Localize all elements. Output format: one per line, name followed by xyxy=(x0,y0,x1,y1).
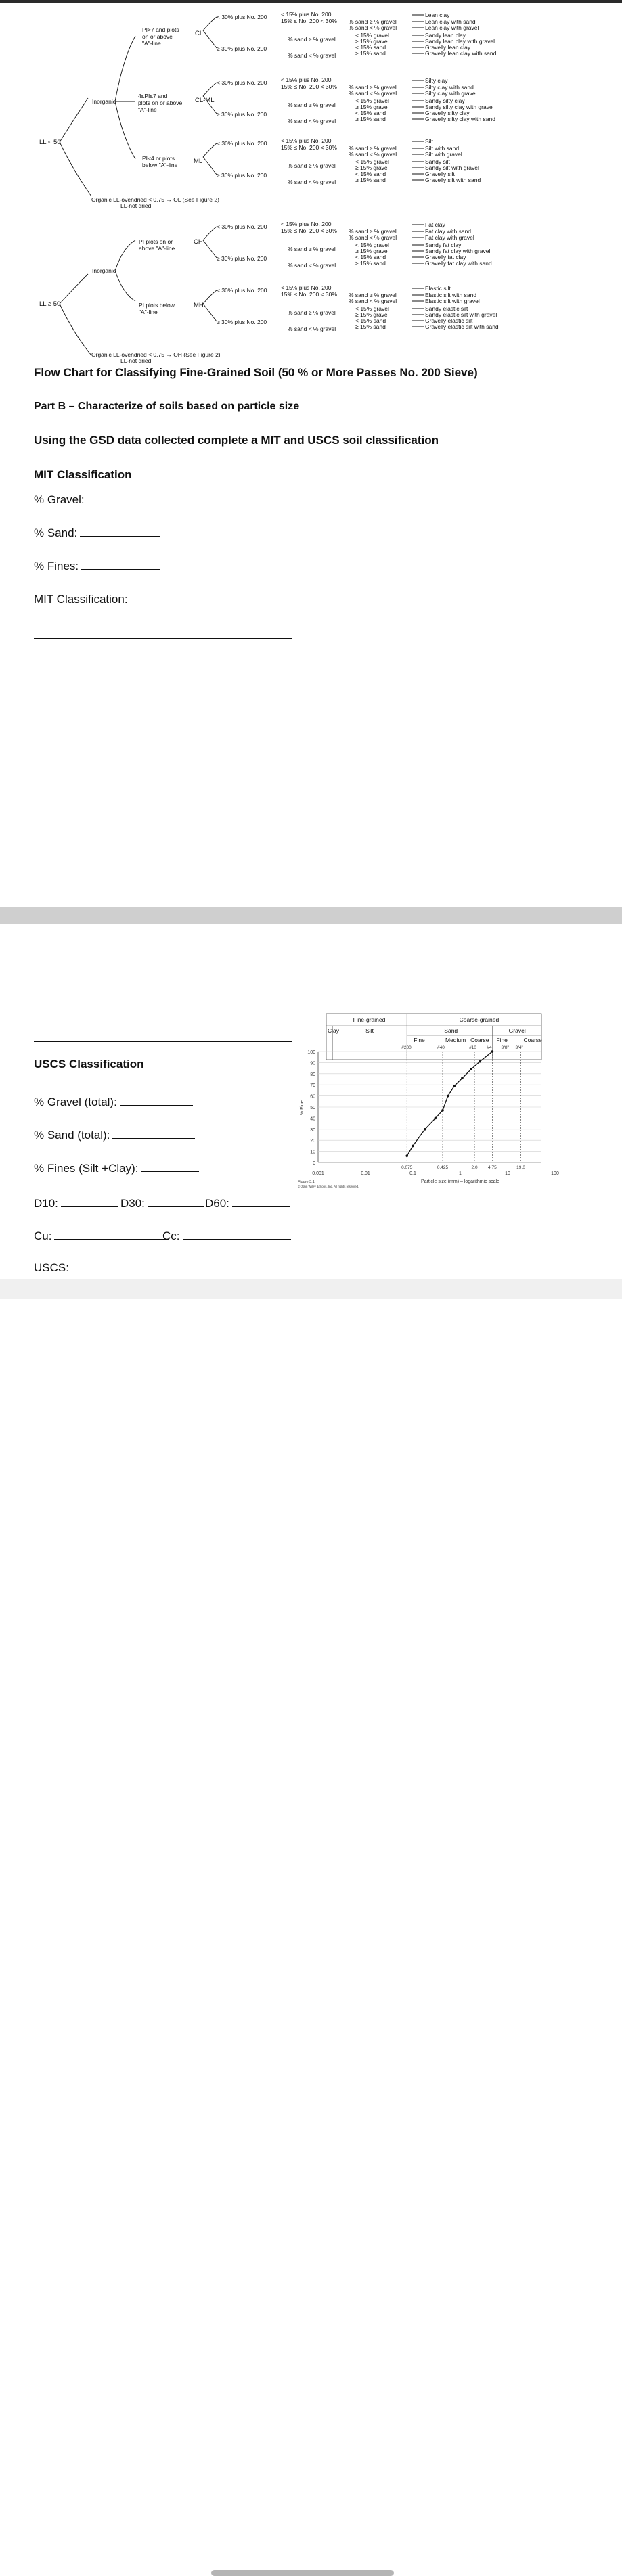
gsd-point-1 xyxy=(412,1145,414,1148)
y-tick-60: 60 xyxy=(310,1094,315,1100)
bottom-bar xyxy=(0,1279,622,1299)
cond-ch-1: PI plots on or xyxy=(139,238,173,245)
cc-blank[interactable] xyxy=(183,1238,291,1240)
group-ch: CH xyxy=(194,238,203,246)
x-tick-1: 0.01 xyxy=(361,1171,370,1176)
ge15sand-mh: ≥ 15% sand xyxy=(355,323,386,330)
gravel-coarse: Coarse xyxy=(523,1037,542,1043)
d10-label: D10: xyxy=(34,1197,58,1210)
ge15sand-ch: ≥ 15% sand xyxy=(355,260,386,267)
sand-ge-gravel-ml: % sand ≥ % gravel xyxy=(288,162,336,169)
cond-clml-2: plots on or above xyxy=(138,99,183,106)
d30-blank[interactable] xyxy=(148,1206,204,1207)
gsd-point-8 xyxy=(470,1068,472,1070)
d30-label: D30: xyxy=(120,1197,145,1210)
sand-lt-gravel-b-ml: % sand < % gravel xyxy=(349,151,397,158)
y-tick-100: 100 xyxy=(307,1050,315,1055)
cond-clml-3: "A"-line xyxy=(138,106,157,113)
x-tick-3: 1 xyxy=(459,1171,462,1176)
class-name-ml-6: Gravelly silt with sand xyxy=(425,177,481,183)
mid15-cl: 15% ≤ No. 200 < 30% xyxy=(281,18,337,24)
d60-label: D60: xyxy=(205,1197,229,1210)
class-name-ml-3: Sandy silt xyxy=(425,158,450,165)
cond-ml-1: PI<4 or plots xyxy=(142,155,175,162)
fine-grained-flowchart xyxy=(0,3,622,362)
organic-high-sub: LL-not dried xyxy=(120,357,152,364)
cond-cl-1: PI>7 and plots xyxy=(142,26,179,33)
instruction-text: Using the GSD data collected complete a MIT and USCS soil classification xyxy=(34,434,439,447)
mid15-ch: 15% ≤ No. 200 < 30% xyxy=(281,227,337,234)
x-tick-0: 0.001 xyxy=(312,1171,324,1176)
figure-note: Figure 3.1 xyxy=(298,1180,315,1184)
uscs-gravel-label: % Gravel (total): xyxy=(34,1095,117,1108)
class-name-clml-4: Sandy silty clay with gravel xyxy=(425,104,494,110)
mit-fines-row xyxy=(34,560,160,573)
sand-ge-gravel-cl: % sand ≥ % gravel xyxy=(288,36,336,43)
sand-ge-gravel-b-cl: % sand ≥ % gravel xyxy=(349,18,397,25)
sand-ge-gravel-b-ml: % sand ≥ % gravel xyxy=(349,145,397,152)
ll-high-branch xyxy=(60,274,91,355)
sieve-label-3: #4 xyxy=(487,1045,492,1050)
group-cl: CL xyxy=(195,30,204,37)
x-tick-4: 10 xyxy=(505,1171,510,1176)
mit-class-label: MIT Classification: xyxy=(34,593,128,606)
cond-mh-2: "A"-line xyxy=(139,309,158,315)
sieve-label-1: #40 xyxy=(437,1045,445,1050)
horizontal-scrollbar[interactable] xyxy=(211,2570,394,2576)
y-tick-30: 30 xyxy=(310,1127,315,1133)
class-name-cl-2: Lean clay with gravel xyxy=(425,24,479,31)
class-name-cl-4: Sandy lean clay with gravel xyxy=(425,38,495,45)
lt15sand-ch: < 15% sand xyxy=(355,254,386,261)
y-tick-20: 20 xyxy=(310,1139,315,1144)
lt15sand-cl: < 15% sand xyxy=(355,44,386,51)
mit-gravel-label: % Gravel: xyxy=(34,493,85,506)
uscs-fines-blank[interactable] xyxy=(141,1171,199,1172)
class-name-ch-5: Gravelly fat clay xyxy=(425,254,466,261)
class-name-mh-3: Sandy elastic silt xyxy=(425,305,468,312)
mid15-clml: 15% ≤ No. 200 < 30% xyxy=(281,83,337,90)
sand-lt-gravel-clml: % sand < % gravel xyxy=(288,118,336,125)
organic-low: Organic LL-ovendried < 0.75 → OL (See Figure 2) xyxy=(91,196,219,203)
ge30-ch: ≥ 30% plus No. 200 xyxy=(217,255,267,262)
document-page-2 xyxy=(0,924,622,1279)
gsd-point-5 xyxy=(447,1095,449,1098)
cu-row xyxy=(34,1229,169,1243)
class-name-clml-2: Silty clay with gravel xyxy=(425,90,477,97)
gsd-point-4 xyxy=(441,1109,444,1112)
sand-lt-gravel-b-cl: % sand < % gravel xyxy=(349,24,397,31)
group-clml: CL-ML xyxy=(195,97,215,104)
group-mh: MH xyxy=(194,302,204,309)
sand-coarse: Coarse xyxy=(470,1037,489,1043)
sand-lt-gravel-b-ch: % sand < % gravel xyxy=(349,234,397,241)
uscs-label: USCS: xyxy=(34,1261,69,1274)
ge15sand-clml: ≥ 15% sand xyxy=(355,116,386,122)
sand-lt-gravel-b-clml: % sand < % gravel xyxy=(349,90,397,97)
lt15sand-mh: < 15% sand xyxy=(355,317,386,324)
sand-ge-gravel-b-mh: % sand ≥ % gravel xyxy=(349,292,397,298)
uscs-fines-label: % Fines (Silt +Clay): xyxy=(34,1162,139,1175)
x-tick-2: 0.1 xyxy=(409,1171,416,1176)
gsd-point-7 xyxy=(461,1077,464,1080)
gsd-point-0 xyxy=(405,1154,408,1157)
cond-ml-2: below "A"-line xyxy=(142,162,178,168)
col-silt: Silt xyxy=(365,1027,374,1034)
lt15-ml: < 15% plus No. 200 xyxy=(281,137,332,144)
uscs-blank[interactable] xyxy=(72,1270,115,1271)
class-name-mh-4: Sandy elastic silt with gravel xyxy=(425,311,497,318)
lt15-ch: < 15% plus No. 200 xyxy=(281,221,332,227)
col-sand: Sand xyxy=(444,1027,458,1034)
uscs-row xyxy=(34,1261,115,1275)
sand-lt-gravel-ch: % sand < % gravel xyxy=(288,262,336,269)
sand-lt-gravel-b-mh: % sand < % gravel xyxy=(349,298,397,304)
uscs-gravel-row xyxy=(34,1095,193,1109)
y-axis-label: % Finer xyxy=(300,1098,305,1116)
d60-row xyxy=(205,1197,290,1211)
y-tick-10: 10 xyxy=(310,1150,315,1155)
sieve-label-5: 3/4" xyxy=(515,1045,523,1050)
sand-ge-gravel-b-ch: % sand ≥ % gravel xyxy=(349,228,397,235)
x-boundary-tick-4: 19.0 xyxy=(516,1165,525,1170)
class-name-mh-6: Gravelly elastic silt with sand xyxy=(425,323,499,330)
uscs-heading: USCS Classification xyxy=(34,1058,144,1070)
figure-caption: Flow Chart for Classifying Fine-Grained Soil (50 % or More Passes No. 200 Sieve) xyxy=(34,366,478,379)
x-axis-label: Particle size (mm) – logarithmic scale xyxy=(421,1179,499,1184)
mit-heading: MIT Classification xyxy=(34,468,132,481)
class-name-ch-0: Fat clay xyxy=(425,221,445,228)
uscs-sand-label: % Sand (total): xyxy=(34,1129,110,1142)
gravel-fine: Fine xyxy=(496,1037,508,1043)
figure-copyright: © John Wiley & Sons, Inc. All rights reserved. xyxy=(298,1185,359,1188)
class-name-mh-2: Elastic silt with gravel xyxy=(425,298,480,304)
uscs-sand-row xyxy=(34,1129,195,1142)
branch-ml-plus200 xyxy=(203,143,217,175)
lt15-clml: < 15% plus No. 200 xyxy=(281,76,332,83)
y-tick-50: 50 xyxy=(310,1106,315,1110)
cond-cl-3: "A"-line xyxy=(142,40,161,47)
class-name-ch-3: Sandy fat clay xyxy=(425,242,462,248)
cu-label: Cu: xyxy=(34,1229,52,1242)
x-tick-5: 100 xyxy=(551,1171,559,1176)
mit-gravel-row xyxy=(34,493,158,507)
y-tick-70: 70 xyxy=(310,1083,315,1089)
class-name-ml-4: Sandy silt with gravel xyxy=(425,164,479,171)
lt30-mh: < 30% plus No. 200 xyxy=(217,287,267,294)
gsd-point-2 xyxy=(424,1128,426,1131)
organic-low-sub: LL-not dried xyxy=(120,202,152,209)
sand-ge-gravel-mh: % sand ≥ % gravel xyxy=(288,309,336,316)
sand-fine: Fine xyxy=(414,1037,425,1043)
gsd-point-9 xyxy=(479,1060,481,1063)
x-boundary-tick-2: 2.0 xyxy=(471,1165,478,1170)
ll-low-label: LL < 50 xyxy=(39,139,61,146)
inorganic-low-branch xyxy=(115,36,135,159)
inorganic-high-label: Inorganic xyxy=(92,267,116,274)
class-name-cl-6: Gravelly lean clay with sand xyxy=(425,50,497,57)
sand-lt-gravel-mh: % sand < % gravel xyxy=(288,325,336,332)
organic-high: Organic LL-ovendried < 0.75 → OH (See Figure 2) xyxy=(91,351,221,358)
y-tick-40: 40 xyxy=(310,1116,315,1122)
class-name-cl-5: Gravelly lean clay xyxy=(425,44,471,51)
y-tick-90: 90 xyxy=(310,1061,315,1066)
ge15sand-ml: ≥ 15% sand xyxy=(355,177,386,183)
x-boundary-tick-0: 0.075 xyxy=(401,1165,413,1170)
lt15-cl: < 15% plus No. 200 xyxy=(281,11,332,18)
class-name-clml-3: Sandy silty clay xyxy=(425,97,465,104)
lt30-ch: < 30% plus No. 200 xyxy=(217,223,267,230)
class-name-ml-0: Silt xyxy=(425,138,433,145)
gsd-point-3 xyxy=(435,1117,437,1120)
branch-ch-plus200 xyxy=(203,227,217,258)
ll-low-branch xyxy=(60,98,91,196)
lt15sand-ml: < 15% sand xyxy=(355,171,386,177)
branch-cl-plus200 xyxy=(203,17,217,48)
flowchart-blocks xyxy=(203,11,499,332)
ge30-cl: ≥ 30% plus No. 200 xyxy=(217,45,267,52)
mit-sand-blank[interactable] xyxy=(80,535,160,537)
sieve-label-2: #10 xyxy=(469,1045,476,1050)
y-tick-0: 0 xyxy=(313,1161,315,1166)
mid15-mh: 15% ≤ No. 200 < 30% xyxy=(281,291,337,298)
uscs-gravel-blank[interactable] xyxy=(120,1104,193,1106)
lt15-mh: < 15% plus No. 200 xyxy=(281,284,332,291)
class-name-cl-1: Lean clay with sand xyxy=(425,18,476,25)
class-name-cl-3: Sandy lean clay xyxy=(425,32,466,39)
class-name-ch-1: Fat clay with sand xyxy=(425,228,472,235)
group-ml: ML xyxy=(194,158,203,165)
col-clay: Clay xyxy=(328,1027,340,1034)
ge15gravel-mh: ≥ 15% gravel xyxy=(355,311,389,318)
grain-size-distribution-chart xyxy=(298,1014,559,1190)
sand-lt-gravel-ml: % sand < % gravel xyxy=(288,179,336,185)
ge15gravel-ml: ≥ 15% gravel xyxy=(355,164,389,171)
x-boundary-tick-1: 0.425 xyxy=(437,1165,449,1170)
lt15gravel-mh: < 15% gravel xyxy=(355,305,389,312)
class-name-mh-5: Gravelly elastic silt xyxy=(425,317,473,324)
cond-mh-1: PI plots below xyxy=(139,302,175,309)
sand-ge-gravel-ch: % sand ≥ % gravel xyxy=(288,246,336,252)
mit-class-blank-continued[interactable] xyxy=(34,1041,292,1042)
lt15gravel-clml: < 15% gravel xyxy=(355,97,389,104)
gsd-point-6 xyxy=(453,1085,456,1087)
lt15gravel-ml: < 15% gravel xyxy=(355,158,389,165)
inorganic-high-branch xyxy=(115,240,135,301)
inorganic-low-label: Inorganic xyxy=(92,98,116,105)
ge15gravel-clml: ≥ 15% gravel xyxy=(355,104,389,110)
ge30-mh: ≥ 30% plus No. 200 xyxy=(217,319,267,325)
d60-blank[interactable] xyxy=(232,1206,290,1207)
page-gap xyxy=(0,907,622,924)
branch-mh-plus200 xyxy=(203,290,217,321)
ge30-ml: ≥ 30% plus No. 200 xyxy=(217,172,267,179)
ge15sand-cl: ≥ 15% sand xyxy=(355,50,386,57)
class-name-clml-0: Silty clay xyxy=(425,77,448,84)
mit-class-blank[interactable] xyxy=(34,638,292,639)
gsd-chart-layer xyxy=(298,1014,559,1188)
lt30-clml: < 30% plus No. 200 xyxy=(217,79,267,86)
cc-row xyxy=(162,1229,291,1243)
uscs-sand-blank[interactable] xyxy=(112,1137,195,1139)
cond-clml-1: 4≤PI≤7 and xyxy=(138,93,168,99)
ge15gravel-ch: ≥ 15% gravel xyxy=(355,248,389,254)
ge15gravel-cl: ≥ 15% gravel xyxy=(355,38,389,45)
sand-ge-gravel-b-clml: % sand ≥ % gravel xyxy=(349,84,397,91)
class-name-clml-5: Gravelly silty clay xyxy=(425,110,470,116)
class-name-ch-6: Gravelly fat clay with sand xyxy=(425,260,492,267)
mit-fines-blank[interactable] xyxy=(81,568,160,570)
lt15gravel-ch: < 15% gravel xyxy=(355,242,389,248)
class-name-ml-2: Silt with gravel xyxy=(425,151,462,158)
class-name-cl-0: Lean clay xyxy=(425,12,450,18)
uscs-fines-row xyxy=(34,1162,199,1175)
mit-sand-row xyxy=(34,526,160,540)
sieve-label-0: #200 xyxy=(401,1045,412,1050)
gsd-point-10 xyxy=(491,1050,494,1053)
cc-label: Cc: xyxy=(162,1229,180,1242)
cu-blank[interactable] xyxy=(54,1238,169,1240)
x-boundary-tick-3: 4.75 xyxy=(488,1165,497,1170)
sand-ge-gravel-clml: % sand ≥ % gravel xyxy=(288,101,336,108)
header-coarse-grained: Coarse-grained xyxy=(459,1016,499,1023)
class-name-ch-4: Sandy fat clay with gravel xyxy=(425,248,491,254)
class-name-clml-6: Gravelly silty clay with sand xyxy=(425,116,495,122)
part-b-heading: Part B – Characterize of soils based on particle size xyxy=(34,401,300,412)
d30-row xyxy=(120,1197,204,1211)
cond-cl-2: on or above xyxy=(142,33,173,40)
d10-blank[interactable] xyxy=(61,1206,118,1207)
mit-fines-label: % Fines: xyxy=(34,560,79,572)
lt15gravel-cl: < 15% gravel xyxy=(355,32,389,39)
ge30-clml: ≥ 30% plus No. 200 xyxy=(217,111,267,118)
d10-row xyxy=(34,1197,118,1211)
header-fine-grained: Fine-grained xyxy=(353,1016,386,1023)
lt15sand-clml: < 15% sand xyxy=(355,110,386,116)
sieve-label-4: 3/8" xyxy=(501,1045,509,1050)
y-tick-80: 80 xyxy=(310,1072,315,1077)
lt30-ml: < 30% plus No. 200 xyxy=(217,140,267,147)
class-name-ml-1: Silt with sand xyxy=(425,145,460,152)
ll-high-label: LL ≥ 50 xyxy=(39,300,61,308)
class-name-ch-2: Fat clay with gravel xyxy=(425,234,474,241)
class-name-clml-1: Silty clay with sand xyxy=(425,84,474,91)
mid15-ml: 15% ≤ No. 200 < 30% xyxy=(281,144,337,151)
class-name-mh-0: Elastic silt xyxy=(425,285,451,292)
cond-ch-2: above "A"-line xyxy=(139,245,175,252)
class-name-ml-5: Gravelly silt xyxy=(425,171,455,177)
class-name-mh-1: Elastic silt with sand xyxy=(425,292,477,298)
sand-lt-gravel-cl: % sand < % gravel xyxy=(288,52,336,59)
mit-sand-label: % Sand: xyxy=(34,526,78,539)
mit-gravel-blank[interactable] xyxy=(87,502,158,503)
document-page-1 xyxy=(0,3,622,907)
sand-medium: Medium xyxy=(445,1037,466,1043)
lt30-cl: < 30% plus No. 200 xyxy=(217,14,267,20)
col-gravel: Gravel xyxy=(508,1027,526,1034)
